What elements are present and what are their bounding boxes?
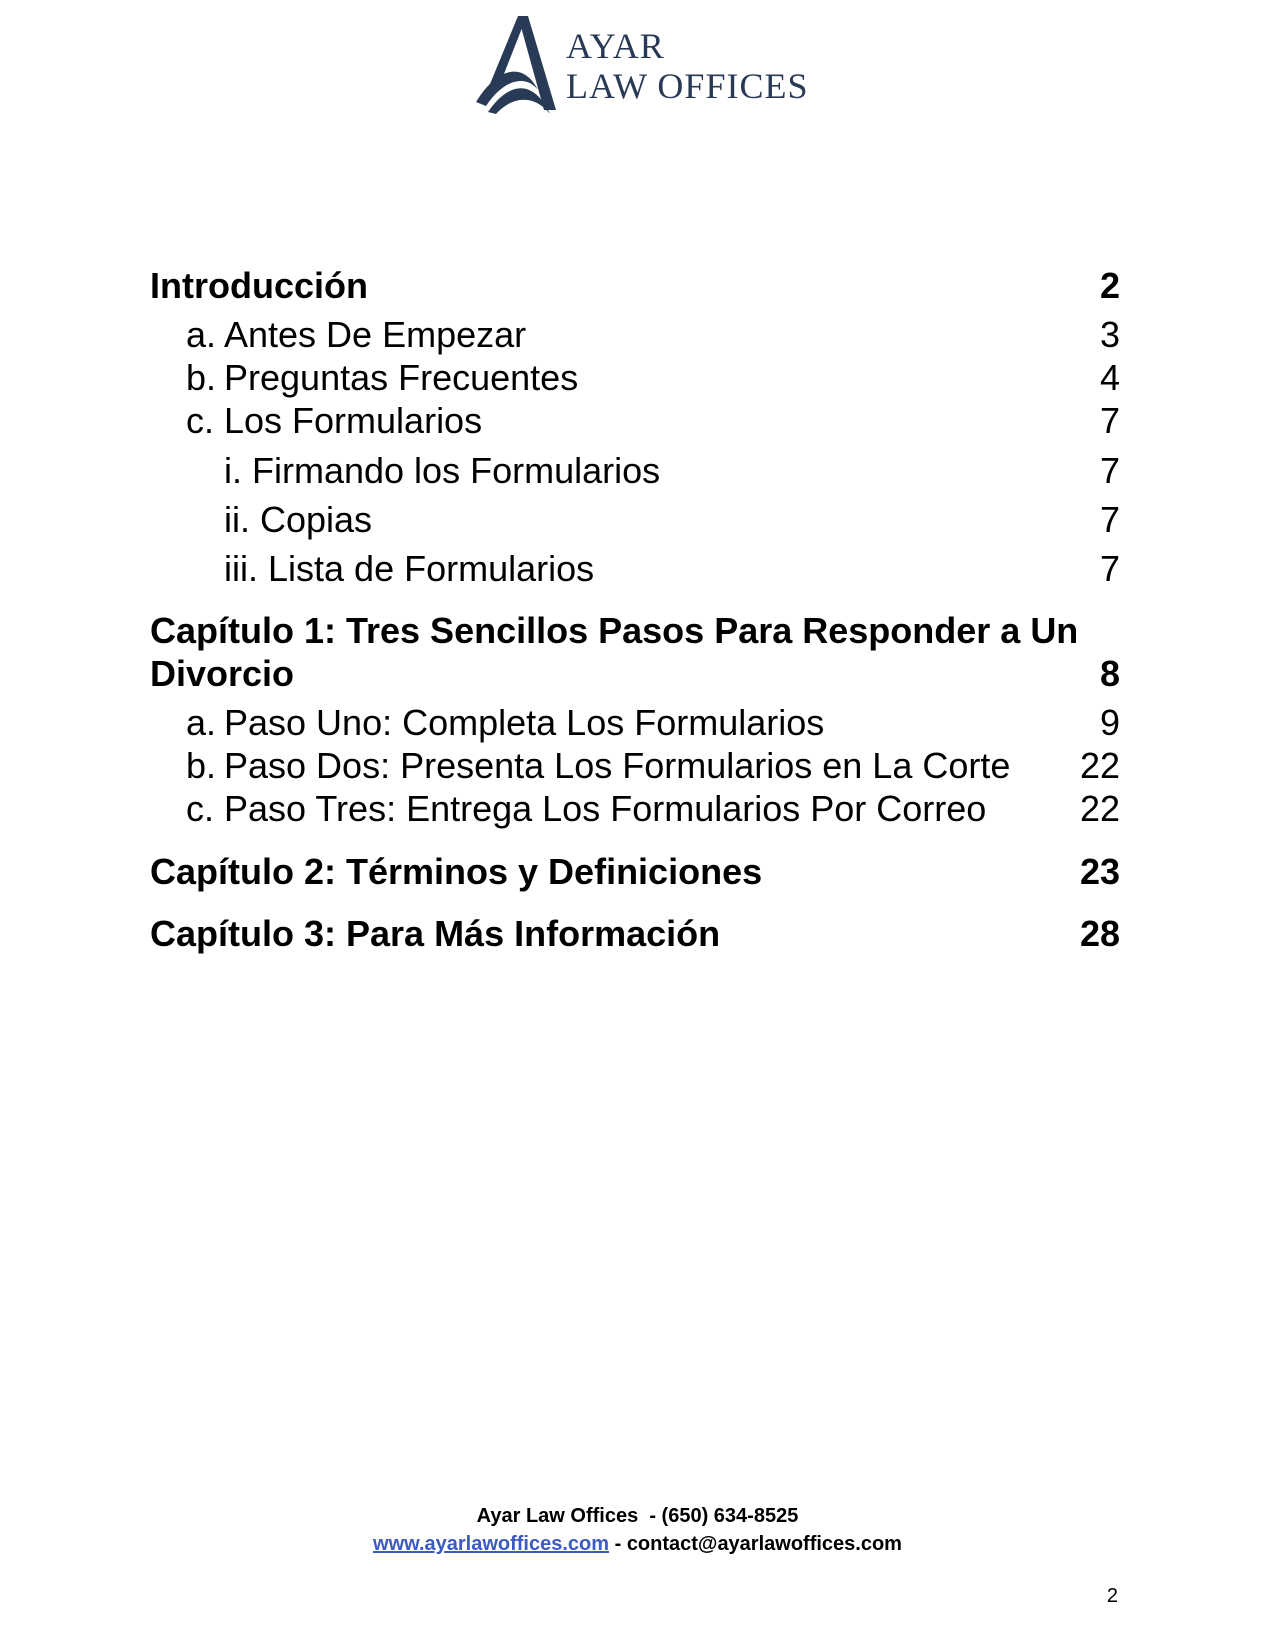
toc-marker: b. bbox=[186, 357, 217, 398]
footer-contact-line: Ayar Law Offices - (650) 634-8525 bbox=[476, 1505, 799, 1527]
website-link[interactable]: www.ayarlawoffices.com bbox=[373, 1533, 610, 1555]
logo-text-line1: AYAR bbox=[566, 26, 665, 66]
footer-separator: - bbox=[609, 1533, 627, 1555]
toc-page: 7 bbox=[1099, 450, 1120, 491]
toc-title: Capítulo 1: Tres Sencillos Pasos Para Responder a Un bbox=[150, 610, 1079, 651]
toc-title: Firmando los Formularios bbox=[252, 450, 661, 491]
logo-text-line2: LAW OFFICES bbox=[566, 66, 809, 106]
toc-entry-introduccion[interactable] bbox=[150, 263, 1120, 308]
toc-page: 7 bbox=[1099, 548, 1120, 589]
table-of-contents bbox=[150, 263, 1120, 956]
toc-title: Antes De Empezar bbox=[224, 314, 527, 355]
toc-title: Paso Uno: Completa Los Formularios bbox=[224, 702, 825, 743]
toc-title: Copias bbox=[260, 499, 373, 540]
toc-page: 4 bbox=[1099, 357, 1120, 398]
toc-title-line2: Divorcio bbox=[150, 653, 295, 694]
toc-marker: ii. bbox=[224, 499, 250, 540]
toc-page: 8 bbox=[1099, 653, 1120, 694]
toc-marker: b. bbox=[186, 745, 217, 786]
toc-entry-capitulo-1[interactable] bbox=[150, 608, 1120, 653]
toc-page: 7 bbox=[1099, 499, 1120, 540]
toc-title: Paso Dos: Presenta Los Formularios en La Corte bbox=[224, 745, 1011, 786]
logo bbox=[470, 14, 810, 118]
toc-marker: c. bbox=[186, 400, 215, 441]
toc-page: 2 bbox=[1099, 265, 1120, 306]
toc-title: Los Formularios bbox=[224, 400, 483, 441]
toc-entry-copias[interactable] bbox=[150, 497, 1120, 542]
toc-entry-capitulo-3[interactable] bbox=[150, 911, 1120, 956]
footer-links-line bbox=[0, 1530, 1275, 1558]
toc-title: Paso Tres: Entrega Los Formularios Por Correo bbox=[224, 788, 987, 829]
toc-entry-antes-de-empezar[interactable] bbox=[150, 312, 1120, 357]
toc-marker: i. bbox=[224, 450, 242, 491]
toc-title: Capítulo 3: Para Más Información bbox=[150, 913, 721, 954]
toc-page: 7 bbox=[1099, 400, 1120, 441]
toc-page: 22 bbox=[1079, 788, 1120, 829]
toc-entry-los-formularios[interactable] bbox=[150, 398, 1120, 443]
toc-marker: iii. bbox=[224, 548, 258, 589]
toc-title: Preguntas Frecuentes bbox=[224, 357, 579, 398]
email-text: contact@ayarlawoffices.com bbox=[626, 1533, 902, 1555]
toc-marker: a. bbox=[186, 314, 217, 355]
toc-marker: a. bbox=[186, 702, 217, 743]
toc-page: 22 bbox=[1079, 745, 1120, 786]
toc-marker: c. bbox=[186, 788, 215, 829]
toc-title: Capítulo 2: Términos y Definiciones bbox=[150, 851, 763, 892]
toc-entry-paso-tres[interactable] bbox=[150, 786, 1120, 831]
toc-entry-capitulo-1-cont[interactable] bbox=[150, 651, 1120, 696]
toc-title: Lista de Formularios bbox=[268, 548, 595, 589]
toc-entry-firmando[interactable] bbox=[150, 448, 1120, 493]
page-number: 2 bbox=[1106, 1585, 1118, 1607]
toc-page: 28 bbox=[1079, 913, 1120, 954]
toc-entry-capitulo-2[interactable] bbox=[150, 849, 1120, 894]
toc-entry-lista[interactable] bbox=[150, 546, 1120, 591]
toc-page: 3 bbox=[1099, 314, 1120, 355]
toc-page: 9 bbox=[1099, 702, 1120, 743]
toc-page: 23 bbox=[1079, 851, 1120, 892]
toc-entry-paso-dos[interactable] bbox=[150, 743, 1120, 788]
toc-entry-preguntas-frecuentes[interactable] bbox=[150, 355, 1120, 400]
page-footer bbox=[0, 1502, 1275, 1558]
toc-title: Introducción bbox=[150, 265, 368, 306]
toc-entry-paso-uno[interactable] bbox=[150, 700, 1120, 745]
